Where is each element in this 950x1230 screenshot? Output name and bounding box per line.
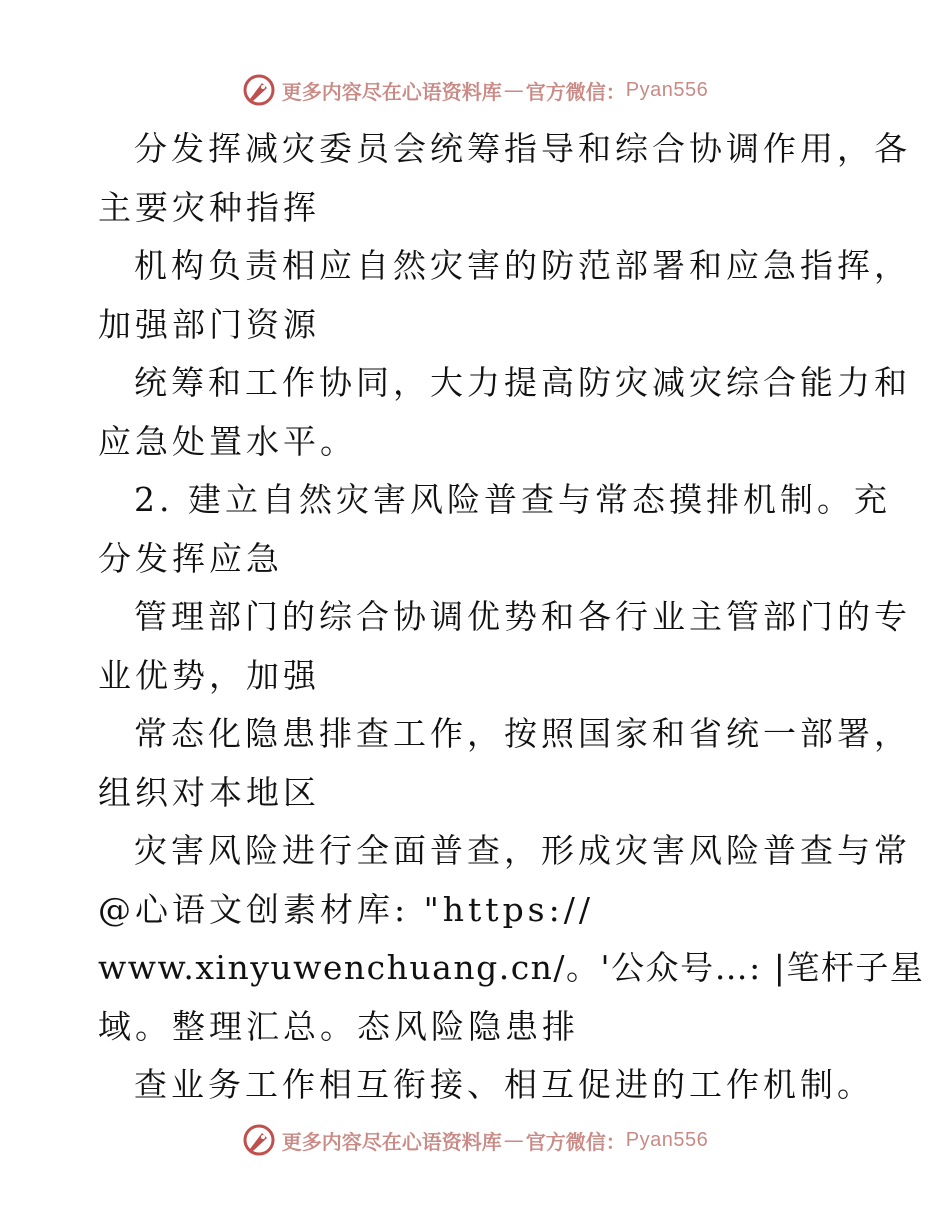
watermark-text: 更多内容尽在心语资料库 [281,79,502,104]
pen-nib-logo-icon [242,1123,276,1157]
text-line: 分发挥应急 [98,538,283,578]
text-line: 域。整理汇总。态风险隐患排 [98,1006,579,1046]
watermark-separator: — [503,78,524,102]
header-watermark [0,70,950,110]
footer-watermark [0,1120,950,1160]
text-line: 主要灾种指挥 [98,187,320,227]
watermark-id: Pyan556 [625,1128,709,1151]
watermark-label: 官方微信： [525,79,626,104]
text-line: 应急处置水平。 [98,421,357,461]
text-line: www.xinyuwenchuang.cn/。'公众号…: |笔杆子星 [98,948,925,987]
text-line: @心语文创素材库: "https:// [98,889,594,929]
watermark-label: 官方微信： [525,1129,626,1154]
text-line: 分发挥减灾委员会统筹指导和综合协调作用，各 [134,129,911,168]
text-line: 机构负责相应自然灾害的防范部署和应急指挥， [134,246,911,285]
text-line: 常态化隐患排查工作，按照国家和省统一部署， [134,714,911,753]
text-line: 2. 建立自然灾害风险普查与常态摸排机制。充 [134,480,891,519]
document-body [98,120,925,1115]
text-line: 查业务工作相互衔接、相互促进的工作机制。 [134,1065,874,1104]
watermark-id: Pyan556 [625,78,709,101]
text-line: 组织对本地区 [98,772,320,812]
watermark-separator: — [503,1128,524,1152]
text-line: 加强部门资源 [98,304,320,344]
text-line: 业优势，加强 [98,655,320,695]
text-line: 管理部门的综合协调优势和各行业主管部门的专 [134,597,911,636]
watermark-text: 更多内容尽在心语资料库 [281,1129,502,1154]
text-line: 灾害风险进行全面普查，形成灾害风险普查与常 [134,831,911,870]
pen-nib-logo-icon [242,73,276,107]
text-line: 统筹和工作协同，大力提高防灾减灾综合能力和 [134,363,911,402]
